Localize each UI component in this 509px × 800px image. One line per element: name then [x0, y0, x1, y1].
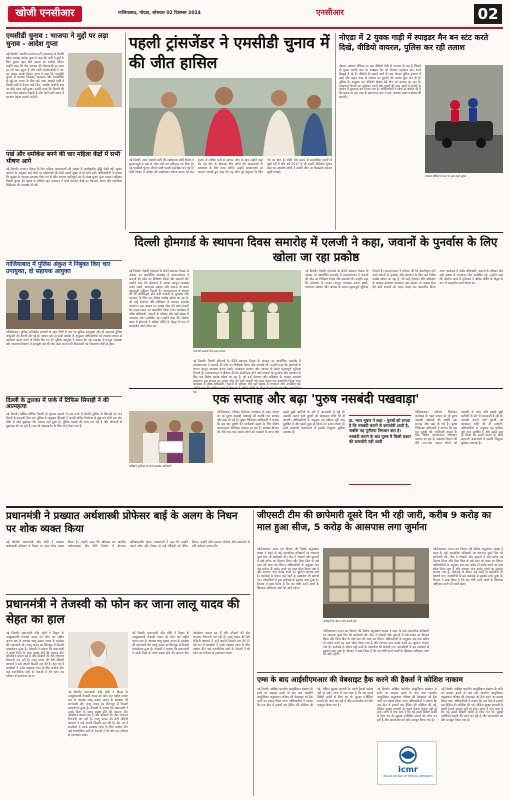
warehouse-illustration	[323, 548, 429, 618]
vasectomy-photo	[129, 411, 213, 463]
story-vasectomy-headline: एक सप्ताह और बढ़ा 'पुरुष नसबंदी पखवाड़ा'	[212, 391, 420, 406]
gst-caption: छापेमारी के दौरान जांच करती टीम	[323, 619, 357, 623]
story-home-guard-body-a: नई दिल्ली। दिल्ली होमगार्ड के 62वें स्थापना दिवस के अवसर पर आयोजित समारोह में उपराज्यपाल ने जवानों की परेड का निरीक्षण किया और सलामी ली। उन्होंने कहा कि होमगार्ड के जवान कानून व्यवस्था बनाए रखने, यातायात प्रबंधन और आपदा के समय महत्वपूर्ण भूमिका निभाते हैं। उपराज्यपाल ने घोषणा की कि सेवानिवृत्त होने वाले जवानों के पुनर्वास और कल्याण के लिए एक विशेष प्रकोष्ठ खोला जा रहा है, जो उन्हें रोजगार और प्रशिक्षण के अवसर उपलब्ध कराएगा। इस अवसर पर उत्कृष्ट सेवा देने वाले जवानों को पदक प्रदान कर सम्मानित किया गया। कार्यक्रम में वरिष्ठ अधिकारी, जवानों के परिवार और बड़ी संख्या में गणमान्य लोग उपस्थित रहे। उन्होंने कहा कि कोरोना काल में होमगार्ड ने अग्रिम पंक्ति के योद्धा के रूप में सराहनीय कार्य किया था।	[129, 269, 189, 328]
home-guard-photo	[193, 270, 301, 348]
story-home-guard-body-b: नई दिल्ली। दिल्ली होमगार्ड के 62वें स्थापना दिवस के अवसर पर आयोजित समारोह में उपराज्यपाल ने जवानों की परेड का निरीक्षण किया और सलामी ली। उन्होंने कहा कि होमगार्ड के जवान कानून व्यवस्था बनाए रखने, यातायात प्रबंधन और आपदा के समय महत्वपूर्ण भूमिका निभाते हैं। उपराज्यपाल ने घोषणा की कि सेवानिवृत्त होने वाले जवानों के पुनर्वास और कल्याण के लिए एक विशेष प्रकोष्ठ खोला जा रहा है, जो उन्हें रोजगार और प्रशिक्षण के अवसर उपलब्ध कराएगा। इस अवसर पर उत्कृष्ट सेवा देने वाले जवानों को पदक प्रदान कर सम्मानित किया गया। कार्यक्रम में वरिष्ठ अधिकारी, जवानों के परिवार और बड़ी संख्या में गणमान्य लोग उपस्थित रहे। था।	[193, 359, 301, 395]
story-tejashwi	[6, 597, 250, 797]
noida-caption: वायरल वीडियो में कार पर स्टंट करते युवक	[425, 174, 466, 178]
story-icmr-body-c: नई दिल्ली। अखिल भारतीय आयुर्विज्ञान संस्थान के सर्वर पर साइबर हमले के बाद अब भारतीय आयुर्विज्ञान अनुसंधान परिषद की वेबसाइट को हैक करने का प्रयास किया गया। अधिकारियों ने बताया कि एक दिन में हजारों बार हैकिंग की कोशिश की गई, लेकिन सुरक्षा प्रणाली के चलते हैकर्स सफल नहीं हो सके। जांच में पता चला है कि यह हमले विदेशी सर्वरों से किए गए थे। सुरक्षा एजेंसियां मामले की जांच कर रही हैं और फायरवॉल को और मजबूत किया गया है।	[441, 687, 503, 723]
transgender-photo	[129, 78, 332, 156]
icmr-logo-subtext: INDIAN COUNCIL OF MEDICAL RESEARCH	[383, 775, 433, 778]
icmr-emblem-icon	[395, 745, 421, 765]
story-delhi-park-headline: दिल्ली के द्वारका में पार्क में टिफिस सिपाही ने की आत्महत्या	[6, 398, 109, 411]
story-pm-condolence-body: नई दिल्ली। प्रधानमंत्री नरेंद्र मोदी ने प्रख्यात अर्थशास्त्री प्रोफेसर के निधन पर गहरा शोक व्यक्त किया है। उन्होंने कहा कि प्रोफेसर का भारतीय अर्थव्यवस्था और नीति निर्माण में योगदान अविस्मरणीय रहेगा। प्रधानमंत्री ने कहा कि उन्होंने अपने शोध और लेखन से कई पीढ़ियों को प्रेरित किया। उन्होंने शोक संतप्त परिवार और प्रशंसकों के प्रति संवेदना व्यक्त की।	[6, 540, 250, 548]
masthead-logo-box	[8, 6, 82, 22]
story-polling-headline: पखं और धमोकेश बनने की चार महिला केंद्रों में सभी भीषण आगे	[6, 151, 121, 165]
health-officers-illustration	[129, 411, 213, 463]
celebration-illustration	[129, 78, 332, 156]
story-polling	[6, 150, 122, 258]
story-icmr-headline: एम्स के बाद आईसीएमआर की वेबसाइट हैक करने की हैकर्स ने कोशिश नाकाम	[257, 675, 463, 684]
parade-illustration	[193, 270, 301, 348]
story-home-guard-body-c: नई दिल्ली। दिल्ली होमगार्ड के 62वें स्थापना दिवस के अवसर पर आयोजित समारोह में उपराज्यपाल ने जवानों की परेड का निरीक्षण किया और सलामी ली। उन्होंने कहा कि होमगार्ड के जवान कानून व्यवस्था बनाए रखने, यातायात प्रबंधन और आपदा के समय महत्वपूर्ण भूमिका निभाते हैं। उपराज्यपाल ने घोषणा की कि सेवानिवृत्त होने वाले जवानों के पुनर्वास और कल्याण के लिए एक विशेष प्रकोष्ठ खोला जा रहा है, जो उन्हें रोजगार और प्रशिक्षण के अवसर उपलब्ध कराएगा। इस अवसर पर उत्कृष्ट सेवा देने वाले जवानों को पदक प्रदान कर सम्मानित किया गया। कार्यक्रम में वरिष्ठ अधिकारी, जवानों के परिवार और बड़ी संख्या में गणमान्य लोग उपस्थित रहे। उन्होंने कहा कि कोरोना काल में होमगार्ड ने अग्रिम पंक्ति के योद्धा के रूप में सराहनीय कार्य किया था।	[305, 269, 503, 289]
masthead-logo: खोजी एनसीआर	[15, 8, 75, 19]
vasectomy-caption: प्रशिक्षण पुस्तिका के साथ स्वास्थ्य अधिकारी	[129, 464, 171, 468]
vasectomy-pullquote-text: डा. भरत भूषण ने कहा - पुरुषों को लगता है कि नसबंदी कराने से कमजोरी आती है, जबकि यह पूर्णतया निराधार बात है। नसबंदी कराने के बाद पुरुष में किसी प्रकार की कमजोरी नहीं आती	[349, 418, 411, 444]
story-noida-body: नोएडा। सोशल मीडिया पर एक वीडियो तेजी से वायरल हो रहा है जिसमें दो युवक चलती कार पर स्पाइडर मैन की पोशाक पहनकर स्टंट करते दिखाई दे रहे हैं। वीडियो के सामने आने के बाद नोएडा पुलिस हरकत में आई और वाहन नंबर के आधार पर युवकों की तलाश शुरू कर दी है। पुलिस के अनुसार यह वीडियो सेक्टर-18 क्षेत्र का बताया जा रहा है। यातायात नियमों का उल्लंघन करने और दूसरों की जान खतरे में डालने के आरोप में मुकदमा दर्ज किया गया है। अधिकारियों ने लोगों से अपील की है कि सड़क पर इस तरह के खतरनाक स्टंट न करें, अन्यथा सख्त कार्रवाई की जाएगी।	[339, 64, 421, 100]
story-vasectomy-body-a: गाजियाबाद। परिवार नियोजन कार्यक्रम के तहत चलाए जा रहे पुरुष नसबंदी पखवाड़े की अवधि एक सप्ताह और बढ़ा दी गई है। मुख्य चिकित्सा अधिकारी ने बताया कि इस बार पुरुषों की भागीदारी बढ़ाने के लिए विशेष जागरूकता अभियान चलाया जा रहा है। स्वास्थ्य विभाग की टीमें गांव-गांव जाकर लोगों को नसबंदी के लाभ और इससे जुड़ी भ्रांतियों के बारे में जानकारी दे रही हैं। नसबंदी कराने वाले पुरुषों को प्रोत्साहन राशि भी दी जाएगी। अधिकारियों के अनुसार यह प्रक्रिया पूरी तरह सुरक्षित है और इसमें कुछ ही मिनट का समय लगता है। सभी सरकारी अस्पतालों में इसकी निशुल्क सुविधा उपलब्ध है।	[217, 410, 345, 434]
story-gst-body-a: गाजियाबाद। राज्य कर विभाग की विशेष अनुसंधान शाखा ने शहर के कई व्यापारिक प्रतिष्ठानों पर लगातार दूसरे दिन भी छापेमारी की। टीम ने गोदामों और दुकानों में रखे स्टॉक का मिलान किया और बिना बिल के रखे माल को जब्त कर लिया। अधिकारियों के अनुसार अब तक करीब नौ करोड़ रुपये का माल सीज किया गया है और लगभग पांच करोड़ रुपये का जुर्माना लगाया गया है। कार्रवाई के दौरान कई फर्मों के दस्तावेज भी खंगाले गए। व्यापारियों में इस कार्रवाई से हड़कंप मचा हुआ है। विभाग ने स्पष्ट किया है कि कर चोरी करने वालों के खिलाफ अभियान आगे भी जारी रहेगा।	[257, 547, 319, 591]
page-number: 02	[474, 4, 502, 24]
story-icmr-body-a: नई दिल्ली। अखिल भारतीय आयुर्विज्ञान संस्थान के सर्वर पर साइबर हमले के बाद अब भारतीय आयुर्विज्ञान अनुसंधान परिषद की वेबसाइट को हैक करने का प्रयास किया गया। अधिकारियों ने बताया कि एक दिन में हजारों बार हैकिंग की कोशिश की गई, लेकिन सुरक्षा प्रणाली के चलते हैकर्स सफल नहीं हो सके। जांच में पता चला है कि यह हमले विदेशी सर्वरों से किए गए थे। सुरक्षा एजेंसियां मामले की जांच कर रही हैं और फायरवॉल को और मजबूत किया गया है।	[257, 687, 373, 707]
story-vasectomy-body-b: गाजियाबाद। परिवार नियोजन कार्यक्रम के तहत चलाए जा रहे पुरुष नसबंदी पखवाड़े की अवधि एक सप्ताह और बढ़ा दी गई है। मुख्य चिकित्सा अधिकारी ने बताया कि इस बार पुरुषों की भागीदारी बढ़ाने के लिए विशेष जागरूकता अभियान चलाया जा रहा है। स्वास्थ्य विभाग की टीमें गांव-गांव जाकर लोगों को नसबंदी के लाभ और इससे जुड़ी भ्रांतियों के बारे में जानकारी दे रही हैं। नसबंदी कराने वाले पुरुषों को प्रोत्साहन राशि भी दी जाएगी। अधिकारियों के अनुसार यह प्रक्रिया पूरी तरह सुरक्षित है और इसमें कुछ ही मिनट का समय लगता है। सभी सरकारी अस्पतालों में इसकी निशुल्क सुविधा उपलब्ध है।	[415, 410, 503, 446]
story-tejashwi-body-b: नई दिल्ली। प्रधानमंत्री नरेंद्र मोदी ने बिहार के उपमुख्यमंत्री तेजस्वी यादव को फोन कर राष्ट्रीय जनता दल के अध्यक्ष लालू प्रसाद यादव के स्वास्थ्य की जानकारी ली। लालू यादव का सिंगापुर में किडनी प्रत्यारोपण हुआ है। तेजस्वी ने बताया कि प्रधानमंत्री ने उनके पिता के जल्द स्वस्थ होने की कामना की। ऑपरेशन सफल रहा है और डॉक्टरों की टीम लगातार निगरानी कर रही है। लालू यादव की बेटी रोहिणी आचार्य ने उन्हें अपनी किडनी दान की है। देश भर में समर्थकों ने उनके स्वास्थ्य लाभ के लिए प्रार्थना की। कई राजनीतिक दलों के नेताओं ने भी फोन कर परिवार से हालचाल जाना।	[68, 690, 128, 737]
story-tejashwi-body-c: नई दिल्ली। प्रधानमंत्री नरेंद्र मोदी ने बिहार के उपमुख्यमंत्री तेजस्वी यादव को फोन कर राष्ट्रीय जनता दल के अध्यक्ष लालू प्रसाद यादव के स्वास्थ्य की जानकारी ली। लालू यादव का सिंगापुर में किडनी प्रत्यारोपण हुआ है। तेजस्वी ने बताया कि प्रधानमंत्री ने उनके पिता के जल्द स्वस्थ होने की कामना की। ऑपरेशन सफल रहा है और डॉक्टरों की टीम लगातार निगरानी कर रही है। लालू यादव की बेटी रोहिणी आचार्य ने उन्हें अपनी किडनी दान की है। देश भर में समर्थकों ने उनके स्वास्थ्य लाभ के लिए प्रार्थना की। कई राजनीतिक दलों के नेताओं ने भी फोन कर परिवार से हालचाल जाना।	[132, 631, 250, 655]
story-gst-headline: जीएसटी टीम की छापेमारी दूसरे दिन भी रही जारी, करीब 9 करोड़ का माल हुआ सीज, 5 करोड़ के आसपास लगा जुर्माना	[257, 510, 492, 533]
story-delhi-park-body: नई दिल्ली। दक्षिण-पश्चिम दिल्ली के द्वारका इलाके में एक पार्क में दिल्ली पुलिस के सिपाही का शव मिलने से सनसनी फैल गई। पुलिस के अनुसार सिपाही ने अपनी सर्विस रिवॉल्वर से खुद को गोली मार ली। मौके से कोई सुसाइड नोट बरामद नहीं हुआ है। पुलिस मामले की जांच कर रही है और परिजनों से पूछताछ की जा रही है। शव को पोस्टमार्टम के लिए भेज दिया गया है।	[6, 412, 122, 428]
story-icmr	[257, 675, 503, 797]
icmr-logo-box	[377, 741, 437, 785]
portrait-illustration	[68, 53, 122, 107]
story-bjp	[6, 33, 122, 151]
story-transgender-headline: पहली ट्रांसजेंडर ने एमसीडी चुनाव में की जीत हासिल	[129, 34, 330, 72]
story-ghaziabad	[6, 260, 122, 395]
story-bjp-body: नई दिल्ली। भारतीय जनता पार्टी (भाजपा) के दिल्ली प्रदेश अध्यक्ष आदेश गुप्ता ने कहा कि पार्टी ने मुद्दों के लिए चुनाव लड़ा और जनता का भरोसा जीता। उन्होंने कहा कि केंद्र सरकार की योजनाओं का लाभ हर वर्ग तक पहुंचा है और पार्टी कार्यकर्ताओं ने घर-घर जाकर संपर्क किया। गुप्ता ने कहा कि एमसीडी चुनाव में भाजपा विकास, स्वच्छता और पारदर्शिता के मुद्दे पर जनता के बीच गई। आम आदमी पार्टी ने पिछले वर्षों में केवल वादे किए, जबकि जमीनी स्तर पर कोई काम नहीं हुआ। उन्होंने कहा कि दिल्ली की जनता अब बदलाव चाहती है और आने वाले समय में भाजपा बेहतर प्रदर्शन करेगी।	[6, 52, 64, 99]
portrait-photo	[68, 53, 122, 107]
story-tejashwi-headline: प्रधानमंत्री ने तेजस्वी को फोन कर जाना लालू यादव की सेहत का हाल	[6, 597, 240, 626]
story-noida-headline: नोएडा में 2 युवक गाड़ी में स्पाइडर मैन बन स्टंट करते दिखे, वीडियो वायरल, पुलिस कर रही तलाश	[339, 33, 489, 52]
noida-photo	[425, 65, 503, 173]
stunt-car-illustration	[425, 65, 503, 173]
story-ghaziabad-body: गाजियाबाद। पुलिस कमिश्नरेट प्रणाली के तहत जिले में चार नए पुलिस उपायुक्त और दो सहायक पुलिस आयुक्तों की तैनाती की गई है। शासन स्तर से जारी आदेश के अनुसार अधिकारियों को तत्काल प्रभाव से कार्यभार ग्रहण करने के निर्देश दिए गए हैं। पुलिस आयुक्त ने बताया कि नई व्यवस्था से कानून व्यवस्था और अपराध नियंत्रण में मजबूती आएगी तथा आम जनता की शिकायतों का निस्तारण तेजी से होगा।	[6, 330, 122, 346]
story-polling-body: नई दिल्ली। मतदान दिवस के दिन महिला मतदाताओं की संख्या में उल्लेखनीय वृद्धि देखी गई। चुनाव आयोग के अनुसार कई केंद्रों पर महिलाओं की लंबी कतारें सुबह से ही लगी रहीं। अधिकारियों ने बताया कि सुरक्षा के व्यापक इंतजाम किए गए थे और मतदान शांतिपूर्ण ढंग से संपन्न हुआ। कुल मतदान प्रतिशत पिछले चुनाव की तुलना में अधिक रहा। प्रशासन ने सभी मतदान केंद्रों पर पेयजल, छाया और प्राथमिक चिकित्सा की व्यवस्था की थी।	[6, 167, 122, 187]
masthead-section: एनसीआर	[316, 8, 344, 17]
story-transgender	[129, 33, 332, 230]
story-tejashwi-body-a: नई दिल्ली। प्रधानमंत्री नरेंद्र मोदी ने बिहार के उपमुख्यमंत्री तेजस्वी यादव को फोन कर राष्ट्रीय जनता दल के अध्यक्ष लालू प्रसाद यादव के स्वास्थ्य की जानकारी ली। लालू यादव का सिंगापुर में किडनी प्रत्यारोपण हुआ है। तेजस्वी ने बताया कि प्रधानमंत्री ने उनके पिता के जल्द स्वस्थ होने की कामना की। ऑपरेशन सफल रहा है और डॉक्टरों की टीम लगातार निगरानी कर रही है। लालू यादव की बेटी रोहिणी आचार्य ने उन्हें अपनी किडनी दान की है। देश भर में समर्थकों ने उनके स्वास्थ्य लाभ के लिए प्रार्थना की। कई राजनीतिक दलों के नेताओं ने भी फोन कर परिवार से हालचाल जाना।	[6, 631, 64, 678]
story-home-guard-headline: दिल्ली होमगार्ड के स्थापना दिवस समारोह में एलजी ने कहा, जवानों के पुनर्वास के लिए खोला जा रहा प्रकोष्ठ	[134, 235, 498, 264]
pm-portrait-illustration	[68, 632, 128, 688]
ghaziabad-photo	[6, 279, 122, 329]
story-icmr-body-b: नई दिल्ली। अखिल भारतीय आयुर्विज्ञान संस्थान के सर्वर पर साइबर हमले के बाद अब भारतीय आयुर्विज्ञान अनुसंधान परिषद की वेबसाइट को हैक करने का प्रयास किया गया। अधिकारियों ने बताया कि एक दिन में हजारों बार हैकिंग की कोशिश की गई, लेकिन सुरक्षा प्रणाली के चलते हैकर्स सफल नहीं हो सके। जांच में पता चला है कि यह हमले विदेशी सर्वरों से किए गए थे। सुरक्षा एजेंसियां मामले की जांच कर रही हैं और फायरवॉल को और मजबूत किया गया है।	[377, 687, 437, 723]
story-pm-condolence	[6, 510, 250, 592]
vasectomy-pullquote	[349, 415, 411, 485]
masthead-dateline: गाजियाबाद, नोएडा, सोमवार 02 दिसम्बर 2024	[118, 11, 201, 16]
story-noida	[339, 33, 503, 230]
gst-photo	[323, 548, 429, 618]
icmr-logo-text: icmr	[398, 765, 418, 774]
story-gst	[257, 510, 503, 670]
tejashwi-photo	[68, 632, 128, 688]
masthead-rule	[6, 27, 503, 29]
story-bjp-headline: एमसीडी चुनाव : भाजपा ने मुद्दों पर लड़ा चुनाव - आदेश गुप्ता	[6, 32, 109, 48]
story-delhi-park	[6, 396, 122, 496]
story-ghaziabad-headline: गाजियाबाद में पुलिस अंकुश ने निबुक्त किए चार उपायुक्त, दो सहायक आयुक्त	[6, 261, 111, 275]
story-gst-body-c: गाजियाबाद। राज्य कर विभाग की विशेष अनुसंधान शाखा ने शहर के कई व्यापारिक प्रतिष्ठानों पर लगातार दूसरे दिन भी छापेमारी की। टीम ने गोदामों और दुकानों में रखे स्टॉक का मिलान किया और बिना बिल के रखे माल को जब्त कर लिया। अधिकारियों के अनुसार अब तक करीब नौ करोड़ रुपये का माल सीज किया गया है और लगभग पांच करोड़ रुपये का जुर्माना लगाया गया है। कार्रवाई के दौरान कई फर्मों के दस्तावेज भी खंगाले गए। व्यापारियों में इस कार्रवाई से हड़कंप मचा हुआ है। विभाग ने स्पष्ट किया है कि कर चोरी करने वालों के खिलाफ अभियान आगे भी जारी रहेगा।	[433, 547, 503, 587]
masthead	[0, 0, 509, 30]
home-guard-caption: परेड की सलामी लेते उपराज्यपाल	[193, 349, 226, 353]
officers-illustration	[6, 279, 122, 329]
story-home-guard	[129, 235, 503, 395]
story-gst-body-b: गाजियाबाद। राज्य कर विभाग की विशेष अनुसंधान शाखा ने शहर के कई व्यापारिक प्रतिष्ठानों पर लगातार दूसरे दिन भी छापेमारी की। टीम ने गोदामों और दुकानों में रखे स्टॉक का मिलान किया और बिना बिल के रखे माल को जब्त कर लिया। अधिकारियों के अनुसार अब तक करीब नौ करोड़ रुपये का माल सीज किया गया है और लगभग पांच करोड़ रुपये का जुर्माना लगाया गया है। कार्रवाई के दौरान कई फर्मों के दस्तावेज भी खंगाले गए। व्यापारियों में इस कार्रवाई से हड़कंप मचा हुआ है। विभाग ने स्पष्ट किया है कि कर चोरी करने वालों के खिलाफ अभियान आगे भी जारी रहेगा।	[323, 629, 429, 657]
story-transgender-body: नई दिल्ली। आम आदमी पार्टी की उम्मीदवार बॉबी किन्नर ने सुल्तानपुरी-ए वार्ड से जीत दर्ज कर इतिहास रच दिया है। वह एमसीडी चुनाव जीतने वाली पहली ट्रांसजेंडर बन गई हैं। बॉबी किन्नर ने कांग्रेस की उम्मीदवार वरुणा ढाका को छह हजार से अधिक मतों से हराया। जीत के बाद उन्होंने कहा कि वह क्षेत्र के विकास और लोगों की समस्याओं के समाधान के लिए काम करेंगी। उन्होंने मतदाताओं का आभार जताते हुए कहा कि यह जीत पूरे समुदाय के लिए गर्व का क्षण है। बॉबी लंबे समय से सामाजिक कार्यों से जुड़ी रही हैं और वर्ष 2017 में भी उन्होंने निर्दलीय चुनाव लड़ा था। स्थानीय लोगों ने उनकी जीत पर मिठाइयां बांटकर खुशी जताई।	[129, 158, 332, 174]
story-vasectomy	[129, 391, 503, 503]
story-pm-condolence-headline: प्रधानमंत्री ने प्रख्यात अर्थशास्त्री प्रोफेसर बाई के अलग के निधन पर शोक व्यक्त किया	[6, 511, 238, 535]
